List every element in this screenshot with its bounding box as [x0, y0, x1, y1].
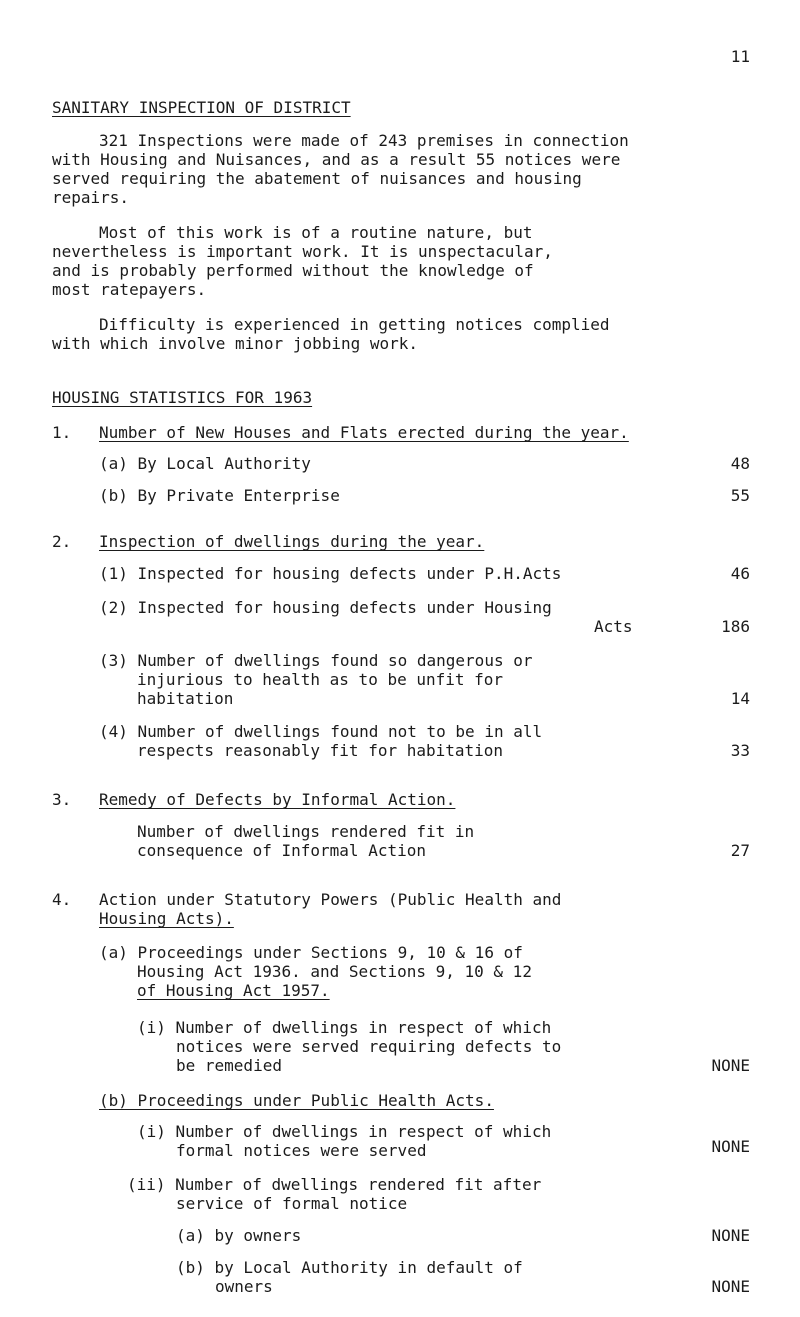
stat-label: (a) Proceedings under Sections 9, 10 & 16 of	[99, 943, 523, 962]
item-number: 4.	[52, 890, 72, 909]
stat-label: (b) By Private Enterprise	[99, 486, 340, 505]
stat-label: service of formal notice	[176, 1194, 408, 1213]
text-line: with Housing and Nuisances, and as a result 55 notices were	[52, 150, 621, 169]
text-line: nevertheless is important work. It is unspectacular,	[52, 242, 553, 261]
stat-label: (1) Inspected for housing defects under P.H.Acts	[99, 564, 562, 583]
stat-value: NONE	[711, 1277, 750, 1296]
stat-label: consequence of Informal Action	[137, 841, 426, 860]
stat-label: Acts	[594, 617, 633, 636]
stat-label: habitation	[137, 689, 234, 708]
item-title: Remedy of Defects by Informal Action.	[99, 790, 456, 809]
stat-label: notices were served requiring defects to	[176, 1037, 562, 1056]
section-heading: HOUSING STATISTICS FOR 1963	[52, 388, 313, 407]
stat-value: 46	[730, 564, 750, 583]
stat-value: 27	[730, 841, 750, 860]
stat-label: (a) by owners	[176, 1226, 302, 1245]
stat-label: (b) by Local Authority in default of	[176, 1258, 523, 1277]
subsection-title: (b) Proceedings under Public Health Acts.	[99, 1091, 494, 1110]
stat-value: NONE	[711, 1226, 750, 1245]
stat-value: 55	[730, 486, 750, 505]
stat-label: Housing Act 1936. and Sections 9, 10 & 12	[137, 962, 532, 981]
item-number: 3.	[52, 790, 72, 809]
stat-label: (ii) Number of dwellings rendered fit after	[127, 1175, 542, 1194]
stat-label: (a) By Local Authority	[99, 454, 311, 473]
stat-value: 14	[730, 689, 750, 708]
stat-label: be remedied	[176, 1056, 282, 1075]
stat-label: owners	[215, 1277, 273, 1296]
stat-label: (i) Number of dwellings in respect of which	[137, 1122, 552, 1141]
section-heading: SANITARY INSPECTION OF DISTRICT	[52, 98, 351, 117]
text-line: with which involve minor jobbing work.	[52, 334, 419, 353]
item-title: Housing Acts).	[99, 909, 234, 928]
stat-label: respects reasonably fit for habitation	[137, 741, 504, 760]
item-number: 1.	[52, 423, 72, 442]
stat-label: (4) Number of dwellings found not to be in all	[99, 722, 543, 741]
item-title: Inspection of dwellings during the year.	[99, 532, 485, 551]
stat-label: injurious to health as to be unfit for	[137, 670, 504, 689]
item-title: Action under Statutory Powers (Public Health and	[99, 890, 562, 909]
text-line: Most of this work is of a routine nature, but	[99, 223, 533, 242]
stat-value: 48	[730, 454, 750, 473]
stat-label: (3) Number of dwellings found so dangerous or	[99, 651, 533, 670]
stat-label: Number of dwellings rendered fit in	[137, 822, 475, 841]
stat-value: 186	[721, 617, 750, 636]
stat-value: NONE	[711, 1137, 750, 1156]
stat-label: (2) Inspected for housing defects under Housing	[99, 598, 552, 617]
text-line: and is probably performed without the knowledge of	[52, 261, 534, 280]
text-line: most ratepayers.	[52, 280, 207, 299]
text-line: served requiring the abatement of nuisances and housing	[52, 169, 582, 188]
stat-label: (i) Number of dwellings in respect of which	[137, 1018, 552, 1037]
item-title: Number of New Houses and Flats erected during the year.	[99, 423, 629, 442]
page-number: 11	[730, 47, 750, 66]
text-line: 321 Inspections were made of 243 premises in connection	[99, 131, 629, 150]
text-line: Difficulty is experienced in getting notices complied	[99, 315, 610, 334]
stat-value: NONE	[711, 1056, 750, 1075]
stat-label: formal notices were served	[176, 1141, 427, 1160]
stat-label: of Housing Act 1957.	[137, 981, 330, 1000]
stat-value: 33	[730, 741, 750, 760]
item-number: 2.	[52, 532, 72, 551]
text-line: repairs.	[52, 188, 130, 207]
